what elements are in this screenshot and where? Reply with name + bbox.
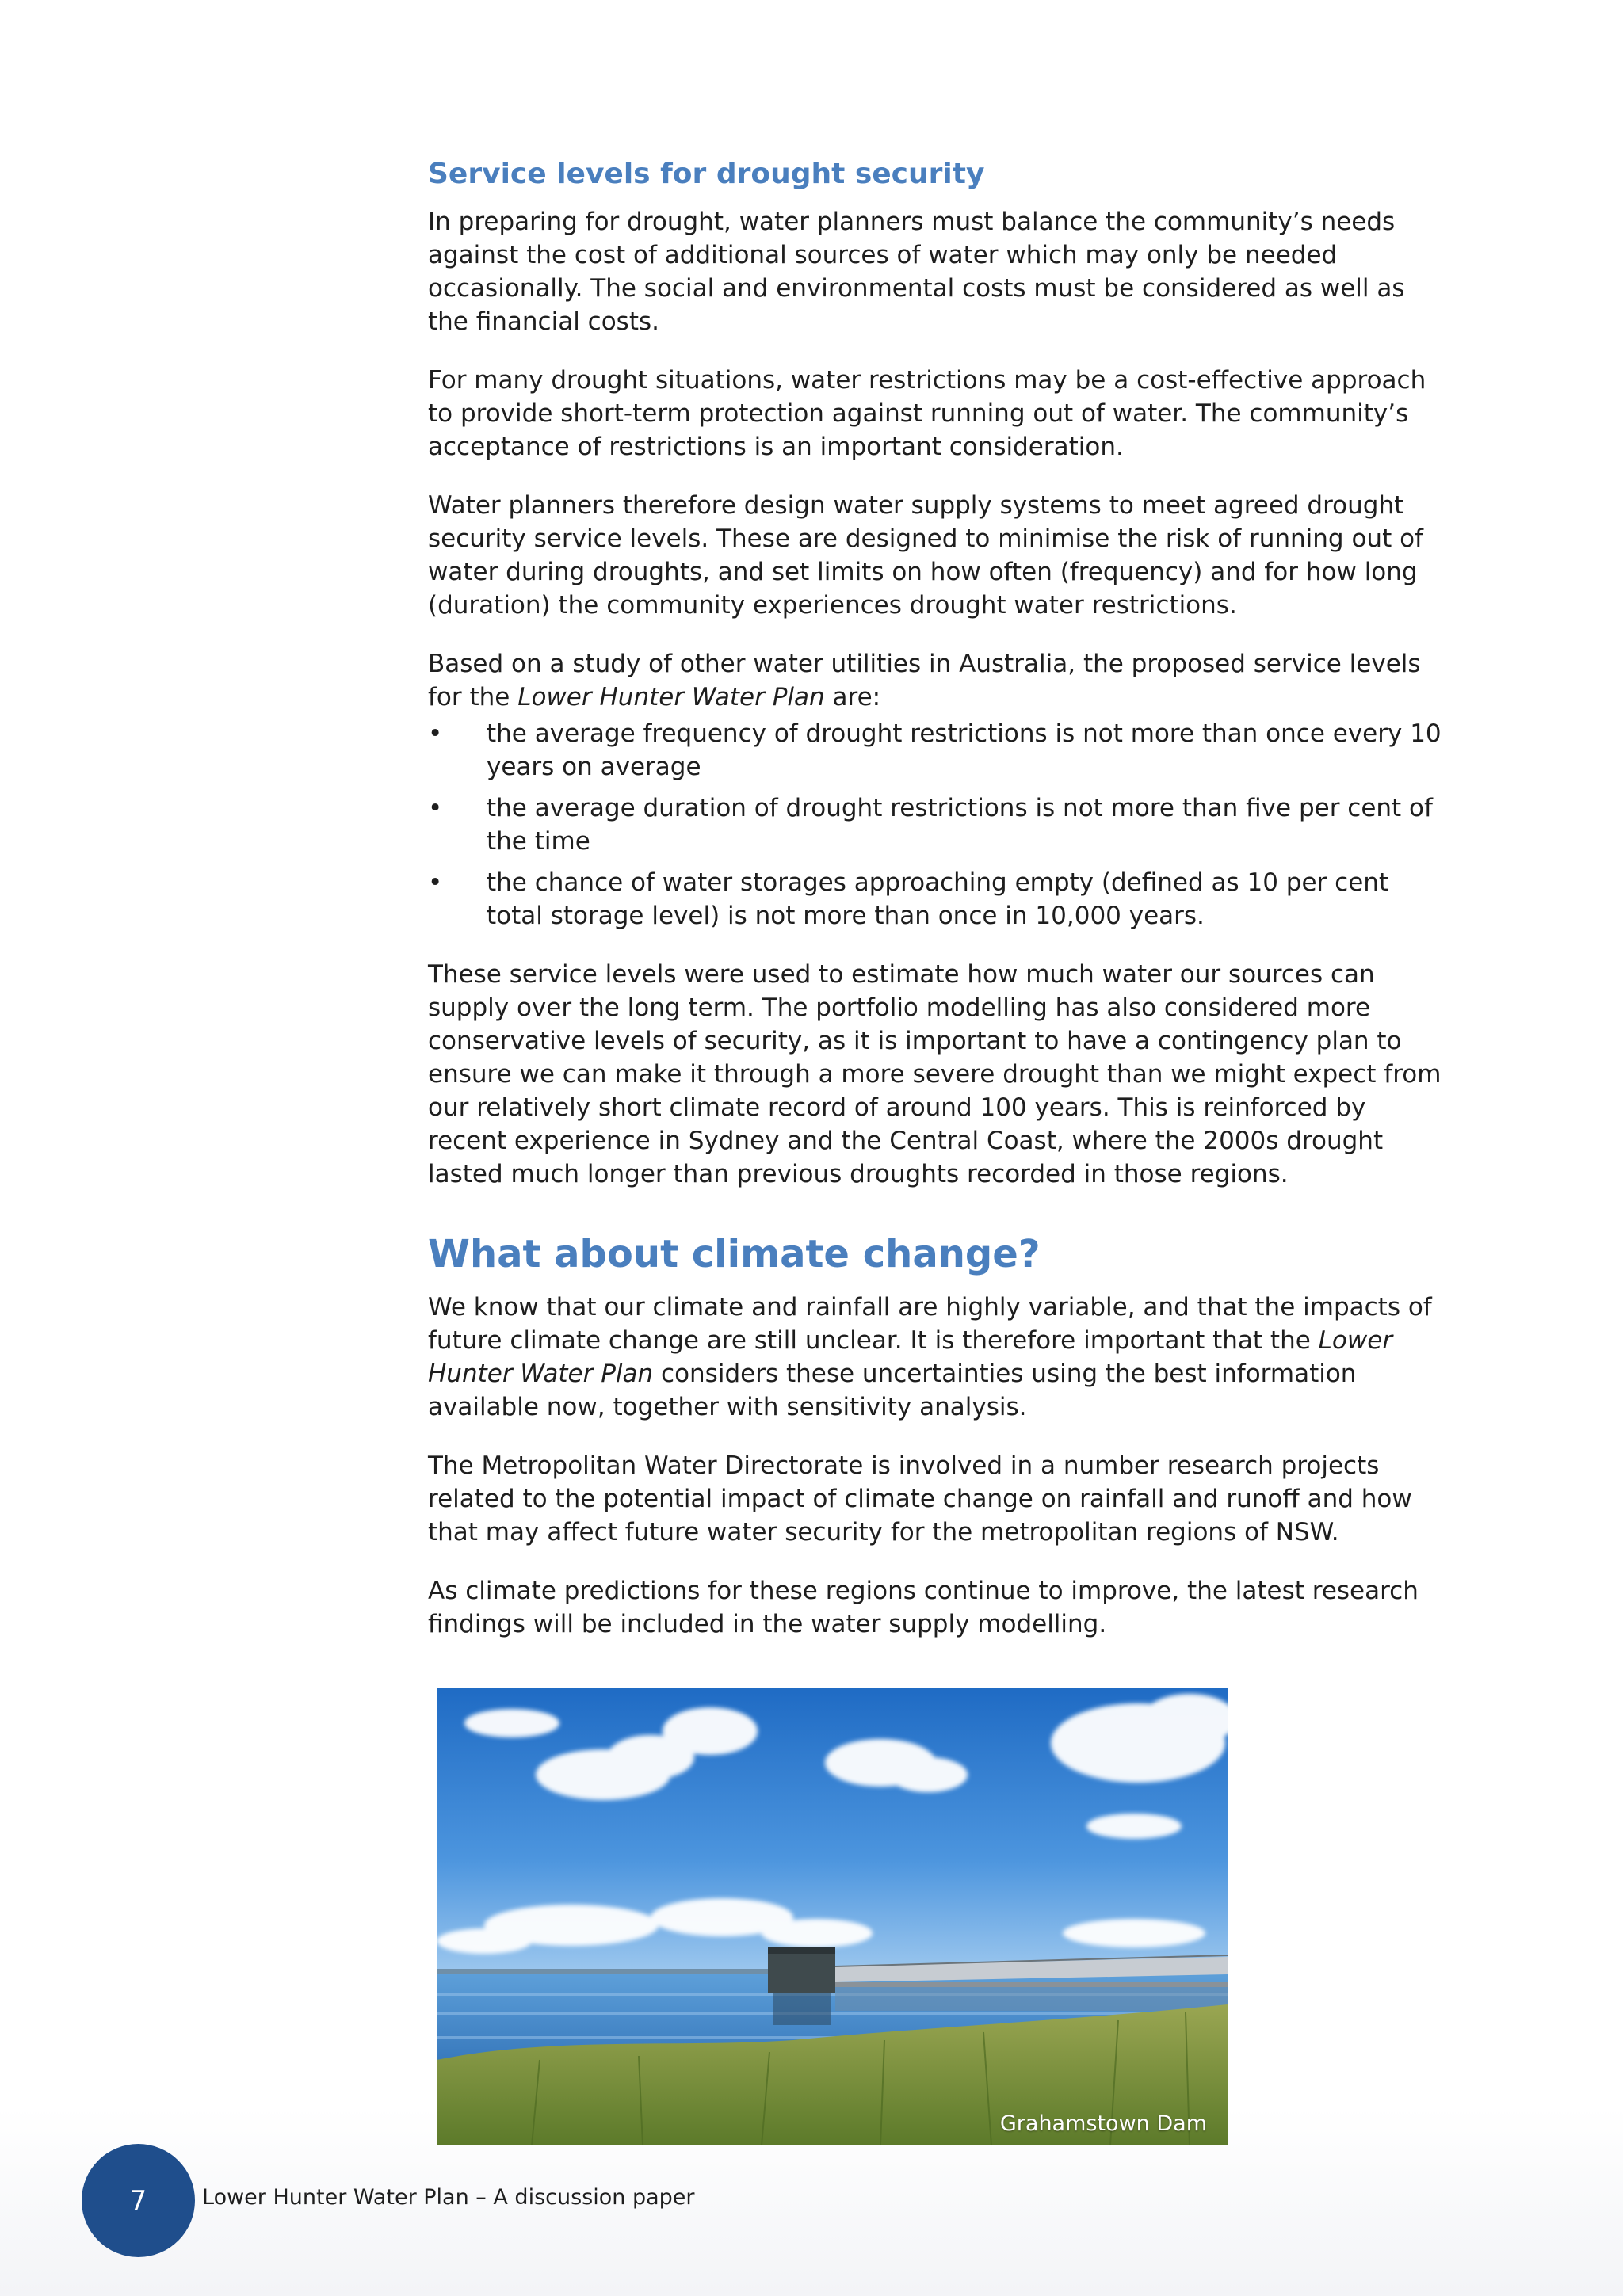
paragraph: For many drought situations, water restrictions may be a cost-effective approach to provide short-term protection against running out of water. The community’s acceptance of restrictions is an important consideration.: [428, 366, 1426, 462]
document-title-italic: Lower Hunter Water Plan: [517, 683, 825, 712]
photo-caption: Grahamstown Dam: [999, 2111, 1207, 2136]
bullet-icon: •: [428, 794, 443, 823]
dam-photo-illustration: [437, 1688, 1228, 2145]
page-number-badge: [82, 2144, 195, 2257]
list-item: [428, 866, 1450, 933]
paragraph: In preparing for drought, water planners must balance the community’s needs against the cost of additional sources of water which may only be needed occasionally. The social and environmental costs must be considered as well as the financial costs.: [428, 208, 1405, 337]
list-item-text: the average frequency of drought restrictions is not more than once every 10 years on average: [487, 719, 1442, 782]
text-run: Based on a study of other water utilities in Australia, the proposed service levels for the: [428, 650, 1421, 712]
list-item: [428, 791, 1450, 858]
list-item-text: the average duration of drought restrictions is not more than five per cent of the time: [487, 794, 1433, 856]
section-heading-climate-change: What about climate change?: [428, 1232, 1041, 1277]
main-content: [428, 157, 1450, 1666]
paragraph: The Metropolitan Water Directorate is involved in a number research projects related to the potential impact of climate change on rainfall and runoff and how that may affect future water security for the metropolitan regions of NSW.: [428, 1451, 1412, 1547]
paragraph: [428, 647, 1450, 714]
bullet-icon: •: [428, 719, 443, 749]
page-number: 7: [129, 2184, 147, 2217]
list-item: [428, 717, 1450, 784]
text-run: are:: [824, 683, 881, 712]
bullet-icon: •: [428, 868, 443, 898]
list-item-text: the chance of water storages approaching empty (defined as 10 per cent total storage level) is not more than once in 10,000 years.: [487, 868, 1389, 931]
paragraph: Water planners therefore design water supply systems to meet agreed drought security service levels. These are designed to minimise the risk of running out of water during droughts, and set limits on how often (frequency) and for how long (duration) the community experiences drought water restrictions.: [428, 491, 1423, 620]
service-levels-list: [428, 717, 1450, 933]
footer-document-title: Lower Hunter Water Plan – A discussion paper: [202, 2185, 695, 2210]
text-run: We know that our climate and rainfall are highly variable, and that the impacts of future climate change are still unclear. It is therefore important that the: [428, 1292, 1432, 1355]
text-run: considers these uncertainties using the best information available now, together with sensitivity analysis.: [428, 1359, 1357, 1421]
section-heading-drought-security: Service levels for drought security: [428, 158, 985, 190]
paragraph: These service levels were used to estimate how much water our sources can supply over the long term. The portfolio modelling has also considered more conservative levels of security, as it is important to have a contingency plan to ensure we can make it through a more severe drought than we might expect from our relatively short climate record of around 100 years. This is reinforced by recent experience in Sydney and the Central Coast, where the 2000s drought lasted much longer than previous droughts recorded in those regions.: [428, 960, 1442, 1189]
document-title-italic: Lower Hunter Water Plan: [428, 1325, 1393, 1388]
paragraph: [428, 1291, 1450, 1424]
dam-photo: [437, 1688, 1228, 2145]
paragraph: As climate predictions for these regions continue to improve, the latest research findings will be included in the water supply modelling.: [428, 1576, 1419, 1638]
